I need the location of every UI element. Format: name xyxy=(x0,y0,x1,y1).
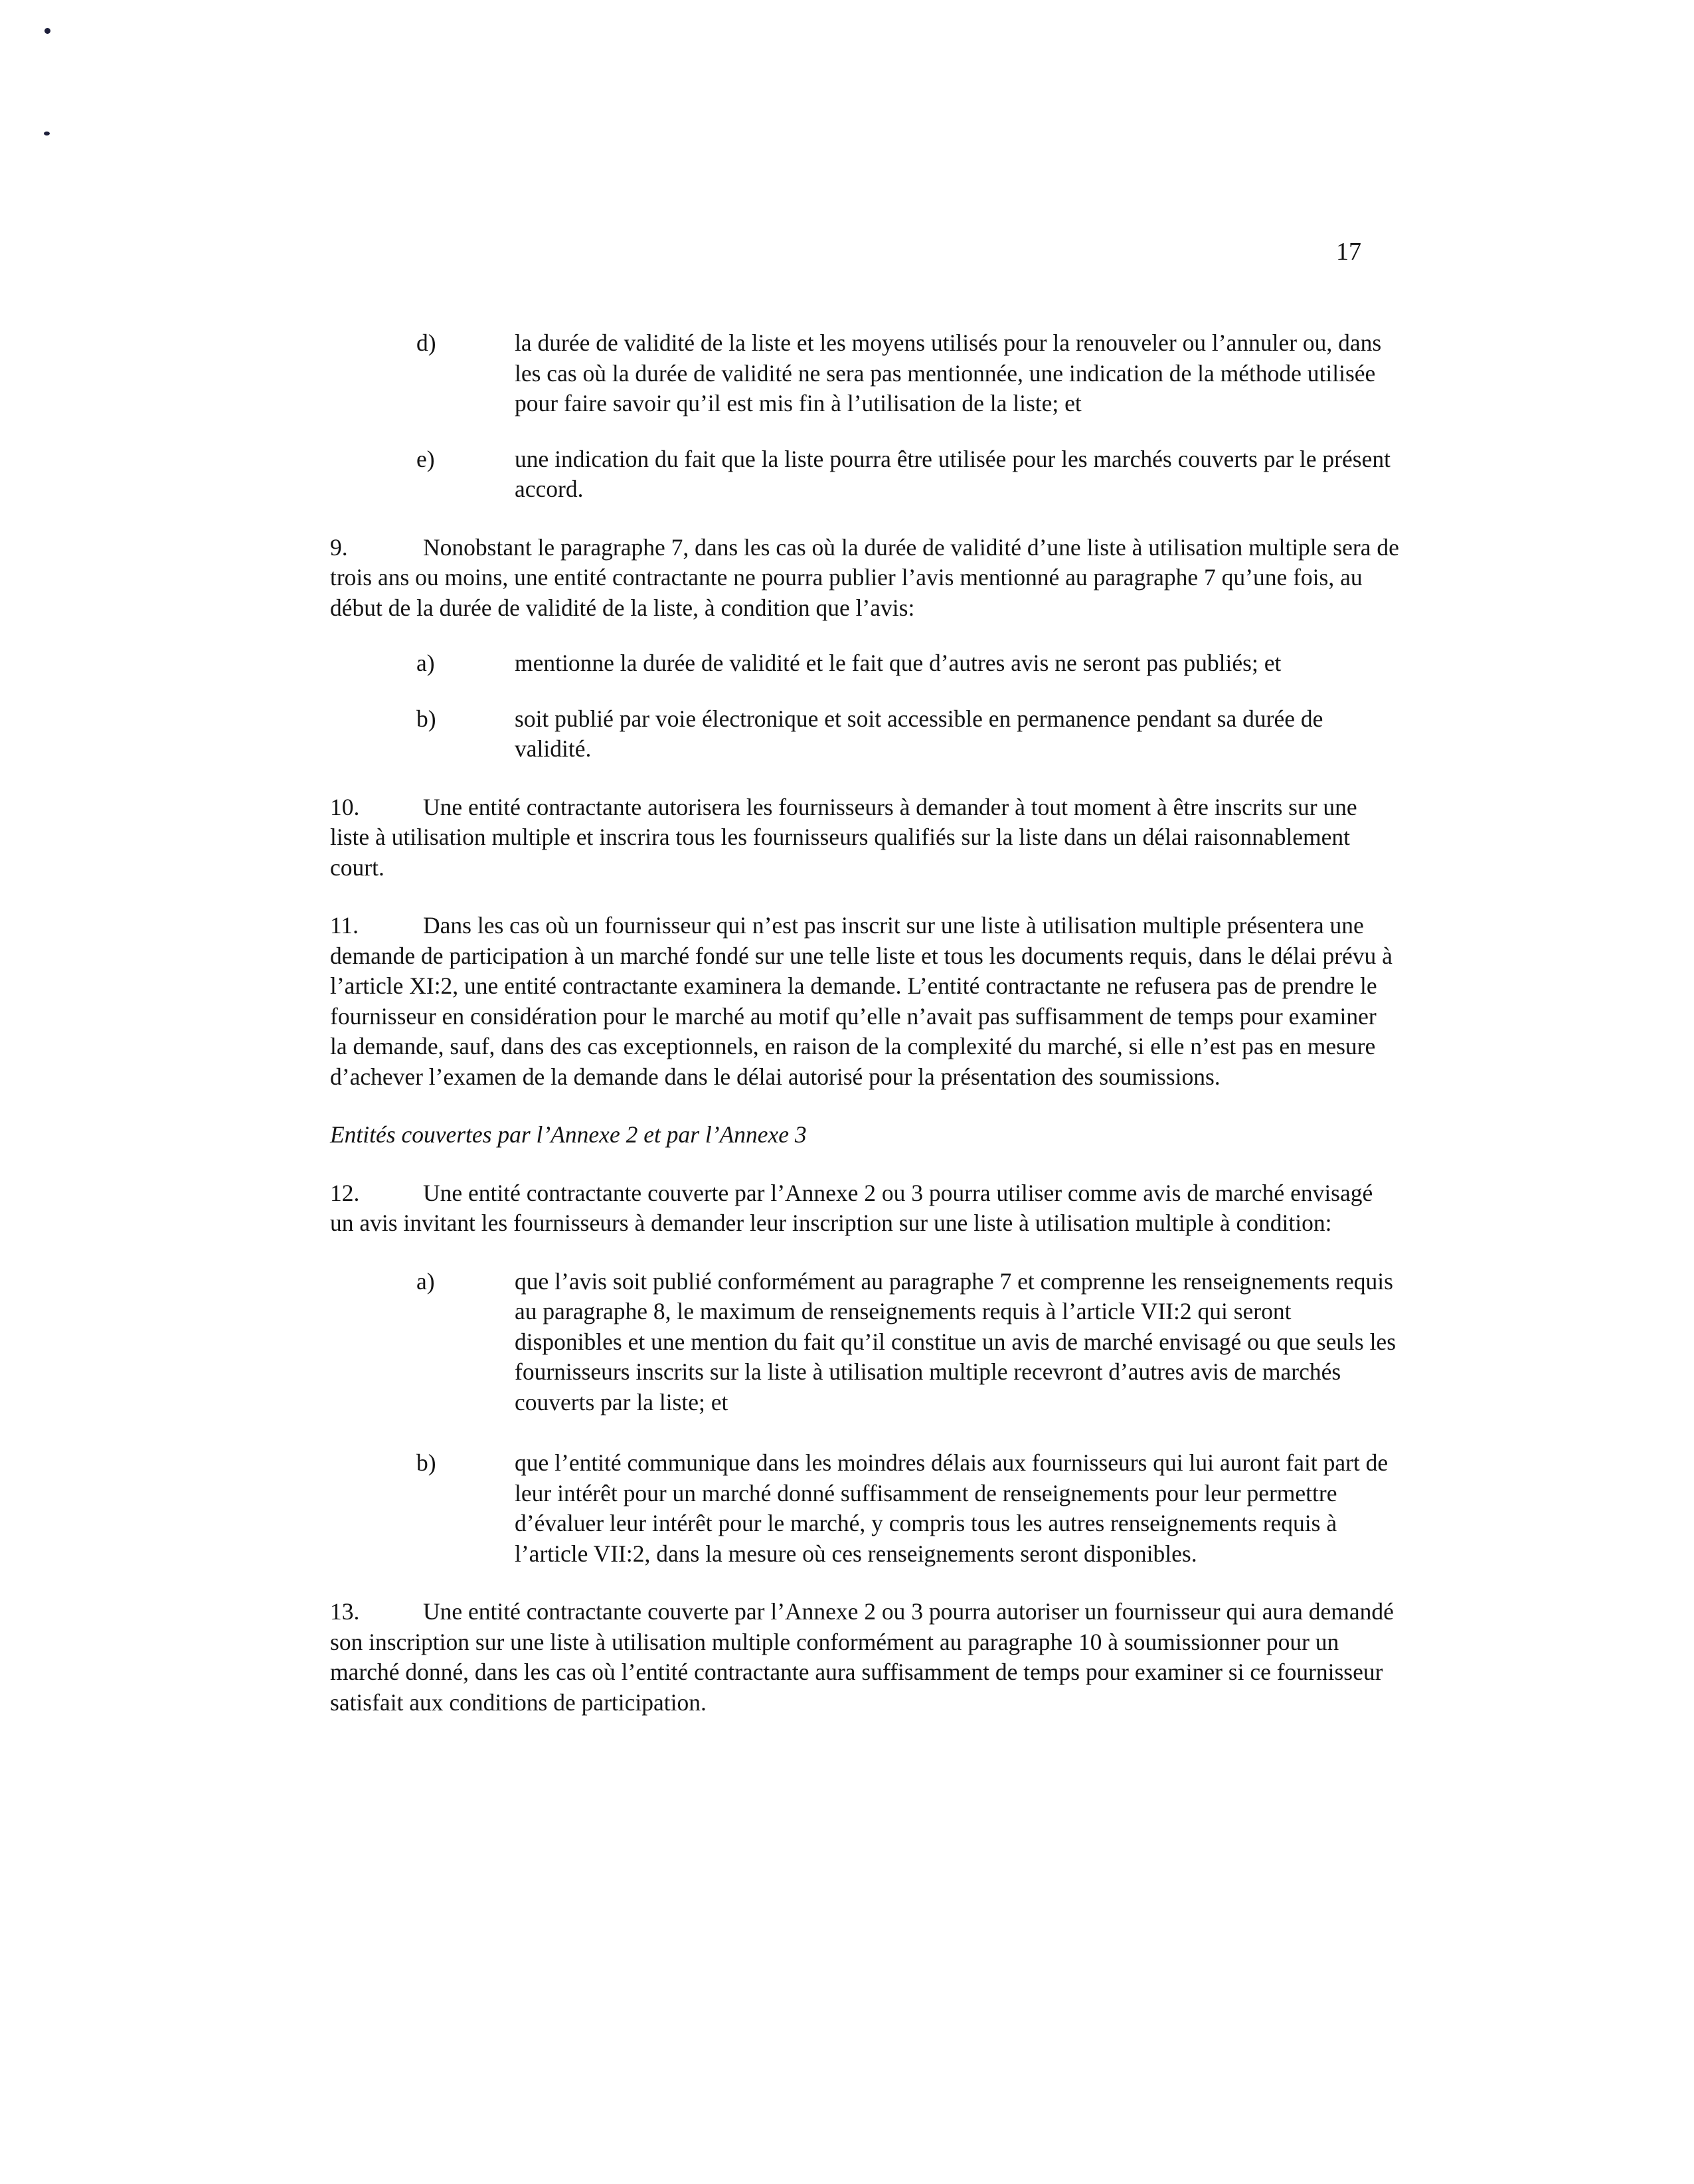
list-item-text: soit publié par voie électronique et soit accessible en permanence pendant sa durée de validité. xyxy=(515,705,1323,762)
list-item-d xyxy=(330,328,1399,419)
document-body xyxy=(330,328,1399,1718)
paragraph-text: Une entité contractante couverte par l’Annexe 2 ou 3 pourra autoriser un fournisseur qui aura demandé son inscription sur une liste à utilisation multiple conformément au paragraphe 10 à soumissionner pour un marché donné, dans les cas où l’entité contractante aura suffisamment de temps pour examiner si ce fournisseur satisfait aux conditions de participation. xyxy=(330,1598,1394,1716)
scan-speck xyxy=(44,28,50,34)
paragraph-number: 13. xyxy=(330,1598,360,1625)
paragraph-number: 12. xyxy=(330,1179,360,1206)
page-number: 17 xyxy=(1336,238,1361,266)
list-item-text: la durée de validité de la liste et les moyens utilisés pour la renouveler ou l’annuler ou, dans les cas où la durée de validité ne sera pas mentionnée, une indication de la méthode utilisée pour faire savoir qu’il est mis fin à l’utilisation de la liste; et xyxy=(515,329,1382,416)
paragraph-text: Dans les cas où un fournisseur qui n’est pas inscrit sur une liste à utilisation multiple présentera une demande de participation à un marché fondé sur une telle liste et tous les documents requis, dans le délai prévu à l’article XI:2, une entité contractante examinera la demande. L’entité contractante ne refusera pas de prendre le fournisseur en considération pour le marché au motif qu’elle n’avait pas suffisamment de temps pour examiner la demande, sauf, dans des cas exceptionnels, en raison de la complexité du marché, si elle n’est pas en mesure d’achever l’examen de la demande dans le délai autorisé pour la présentation des soumissions. xyxy=(330,912,1393,1090)
paragraph-9 xyxy=(330,533,1399,624)
list-item-a xyxy=(330,1267,1399,1418)
paragraph-number: 11. xyxy=(330,912,359,939)
list-item-label: b) xyxy=(416,1449,436,1476)
paragraph-text: Une entité contractante couverte par l’Annexe 2 ou 3 pourra utiliser comme avis de marché envisagé un avis invitant les fournisseurs à demander leur inscription sur une liste à utilisation multiple à condition: xyxy=(330,1179,1373,1236)
list-item-label: b) xyxy=(416,705,436,732)
list-item-a xyxy=(330,648,1399,679)
list-item-e xyxy=(330,444,1399,505)
list-item-text: que l’avis soit publié conformément au paragraphe 7 et comprenne les renseignements requis au paragraphe 8, le maximum de renseignements requis à l’article VII:2 qui seront disponibles et une mention du fait qu’il constitue un avis de marché envisagé ou que seuls les fournisseurs inscrits sur la liste à utilisation multiple recevront d’autres avis de marchés couverts par la liste; et xyxy=(515,1267,1397,1415)
list-item-text: mentionne la durée de validité et le fait que d’autres avis ne seront pas publiés; et xyxy=(515,650,1282,676)
paragraph-13 xyxy=(330,1597,1399,1718)
list-item-text: une indication du fait que la liste pourra être utilisée pour les marchés couverts par le présent accord. xyxy=(515,445,1391,502)
paragraph-text: Nonobstant le paragraphe 7, dans les cas où la durée de validité d’une liste à utilisation multiple sera de trois ans ou moins, une entité contractante ne pourra publier l’avis mentionné au paragraphe 7 qu’une fois, au début de la durée de validité de la liste, à condition que l’avis: xyxy=(330,533,1399,621)
list-item-text: que l’entité communique dans les moindres délais aux fournisseurs qui lui auront fait part de leur intérêt pour un marché donné suffisamment de renseignements pour leur permettre d’évaluer leur intérêt pour le marché, y compris tous les autres renseignements requis à l’article VII:2, dans la mesure où ces renseignements seront disponibles. xyxy=(515,1449,1389,1567)
paragraph-10 xyxy=(330,792,1399,883)
scan-speck xyxy=(44,132,50,136)
list-item-b xyxy=(330,1448,1399,1569)
section-heading: Entités couvertes par l’Annexe 2 et par l’Annexe 3 xyxy=(330,1121,807,1148)
list-item-label: a) xyxy=(416,650,435,676)
paragraph-12 xyxy=(330,1178,1399,1239)
list-item-label: d) xyxy=(416,329,436,356)
list-item-b xyxy=(330,704,1399,765)
list-item-label: e) xyxy=(416,445,435,472)
paragraph-number: 9. xyxy=(330,533,348,561)
paragraph-11 xyxy=(330,911,1399,1092)
list-item-label: a) xyxy=(416,1267,435,1295)
paragraph-text: Une entité contractante autorisera les fournisseurs à demander à tout moment à être inscrits sur une liste à utilisation multiple et inscrira tous les fournisseurs qualifiés sur la liste dans un délai raisonnablement court. xyxy=(330,793,1357,881)
paragraph-number: 10. xyxy=(330,793,360,820)
